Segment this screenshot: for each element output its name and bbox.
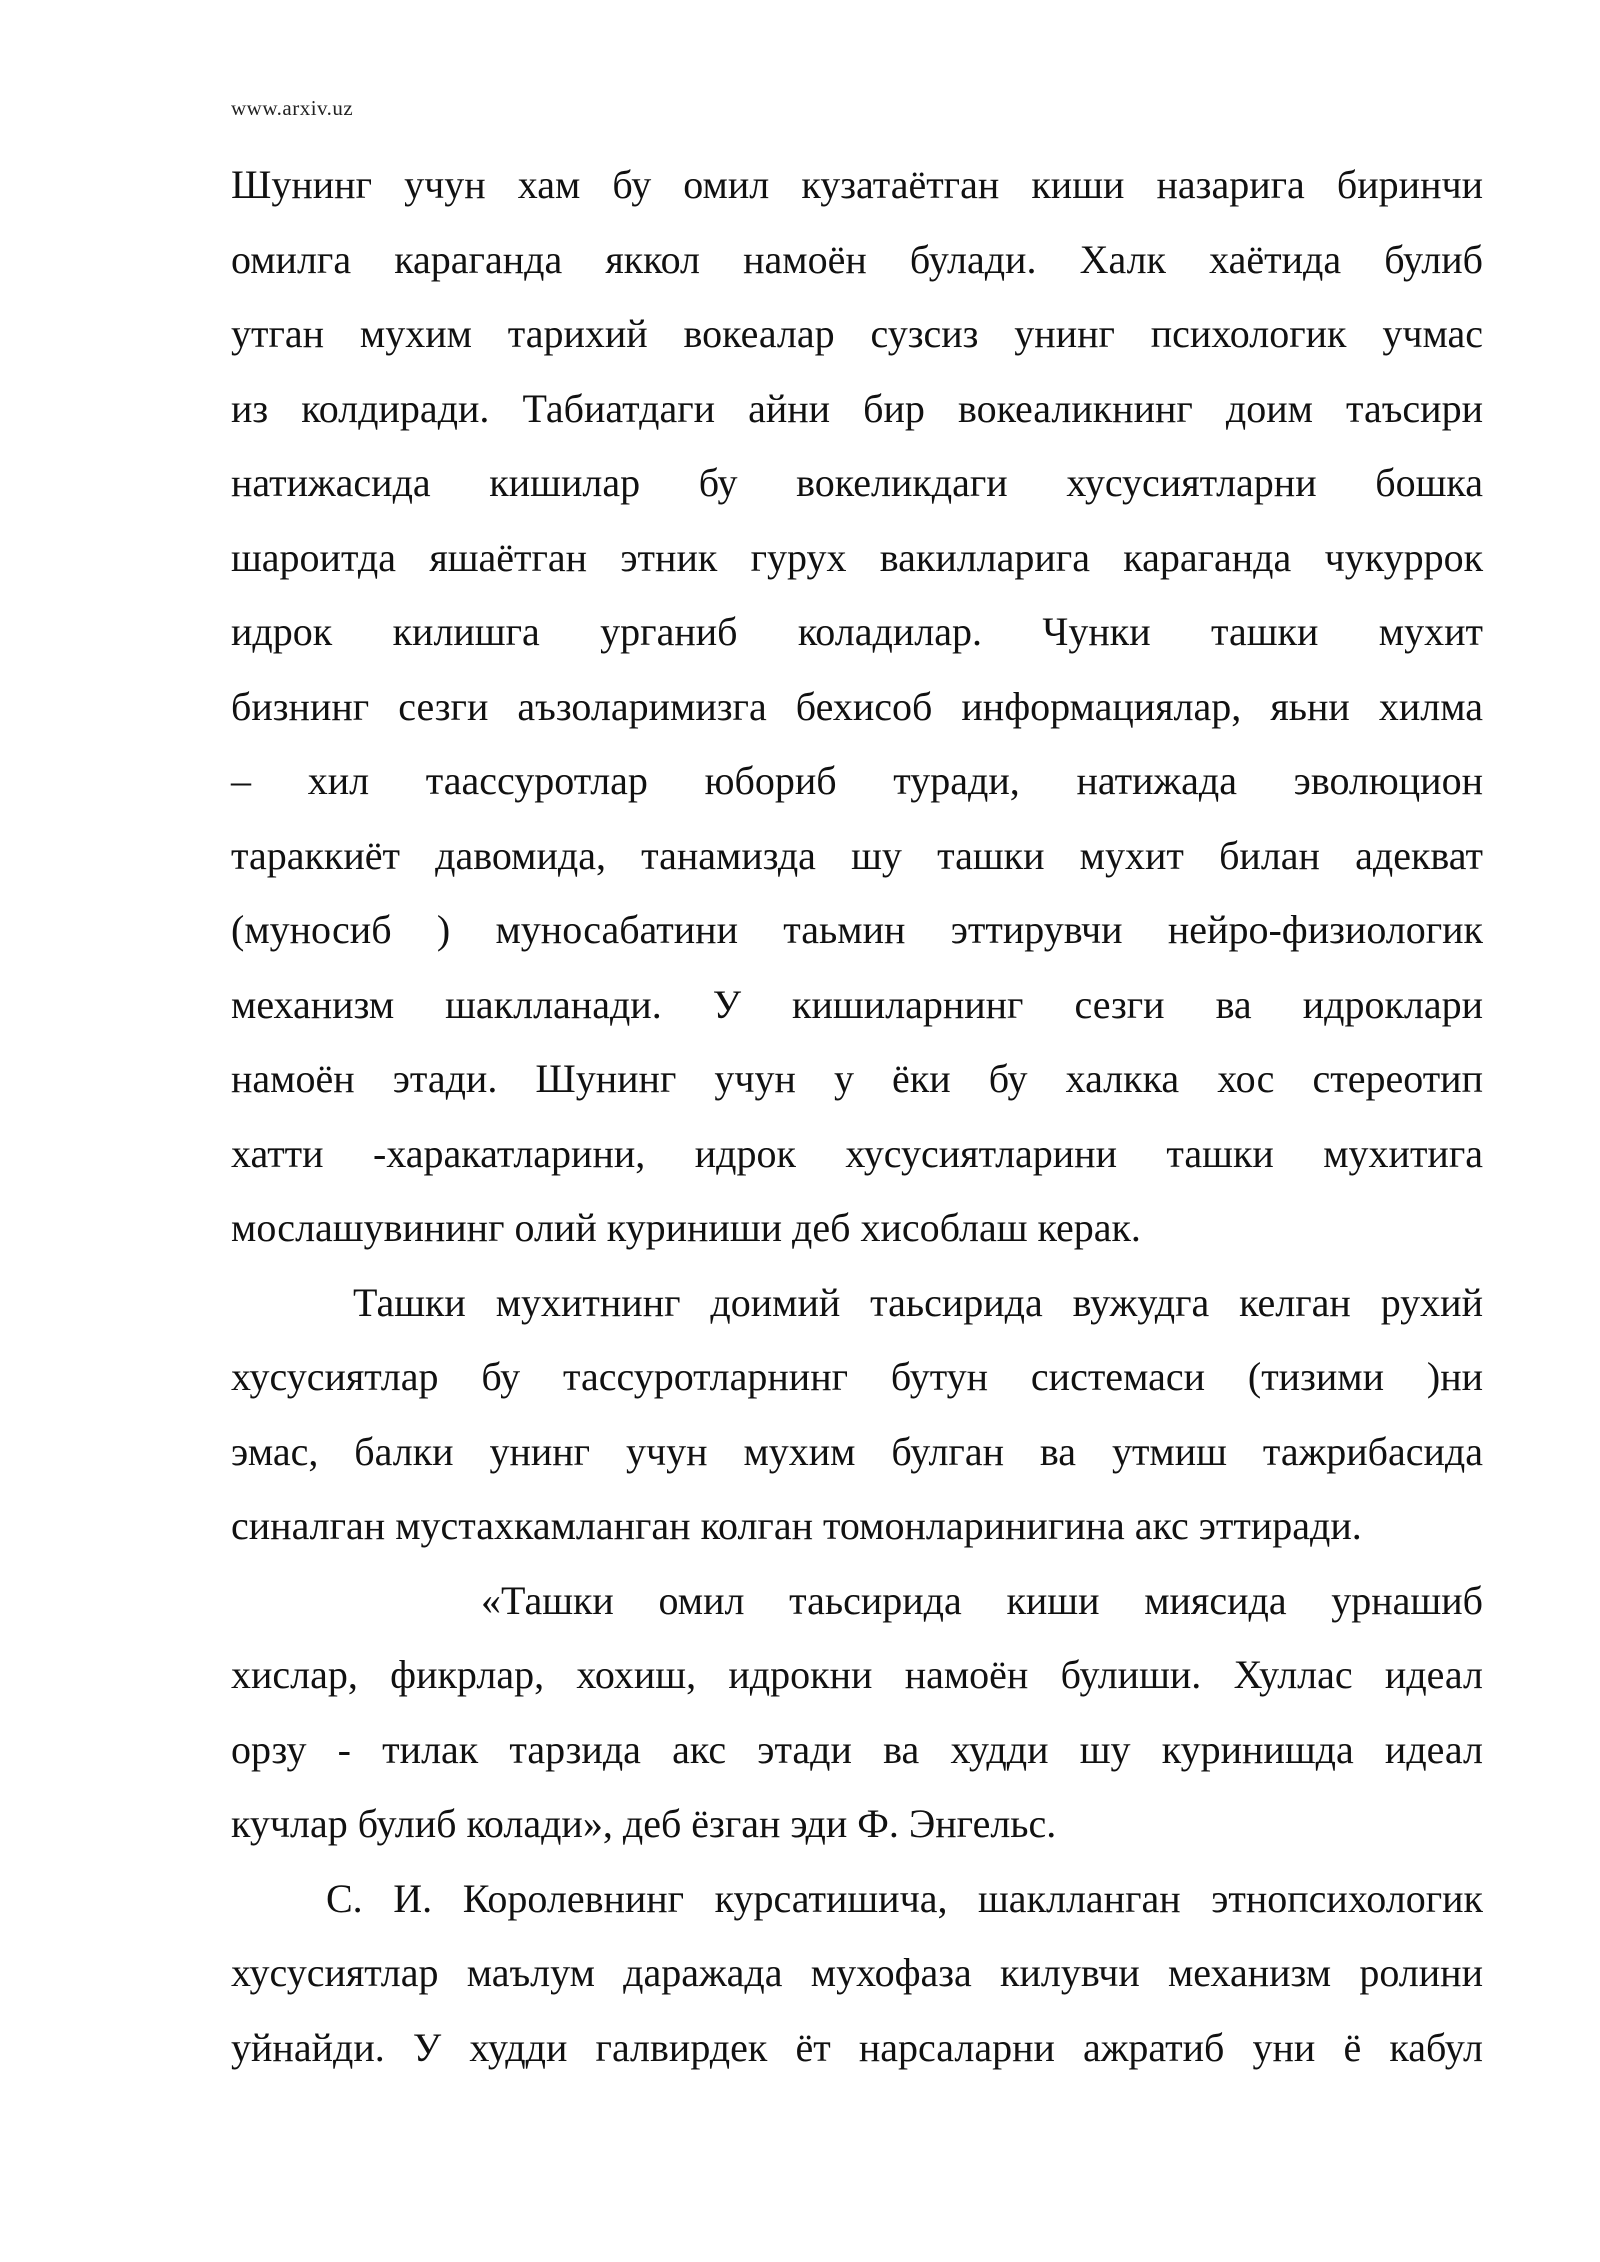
text-line: механизм шаклланади. У кишиларнинг сезги ва идроклари [231,981,1483,1027]
text-line: хислар, фикрлар, хохиш, идрокни намоён булиши. Хуллас идеал [231,1652,1483,1697]
text-line: кучлар булиб колади», деб ёзган эди Ф. Энгельс. [231,1801,1057,1846]
document-body [231,148,1483,2085]
text-line: С. И. Королевнинг курсатишича, шаклланган этнопсихологик [326,1875,1483,1921]
text-line: идрок килишга урганиб коладилар. Чунки ташки мухит [231,609,1483,654]
text-line: шароитда яшаётган этник гурух вакилларига караганда чукуррок [231,534,1483,580]
text-line: (муносиб ) муносабатини таьмин эттирувчи нейро-физиологик [231,907,1483,952]
text-line: Шунинг учун хам бу омил кузатаётган киши назарига биринчи [231,162,1483,207]
text-line: хатти -харакатларини, идрок хусусиятларини ташки мухитига [231,1130,1483,1176]
text-line: утган мухим тарихий вокеалар сузсиз унинг психологик учмас [231,311,1483,356]
text-line: омилга караганда яккол намоён булади. Халк хаётида булиб [231,236,1483,282]
text-line: намоён этади. Шунинг учун у ёки бу халкка хос стереотип [231,1056,1483,1101]
text-line: уйнайди. У худди галвирдек ёт нарсаларни ажратиб уни ё кабул [231,2024,1483,2070]
text-line: бизнинг сезги аъзоларимизга бехисоб информациялар, яьни хилма [231,683,1483,729]
text-line: Ташки мухитнинг доимий таьсирида вужудга келган рухий [353,1279,1483,1325]
text-line: хусусиятлар бу тассуротларнинг бутун системаси (тизими )ни [231,1354,1483,1399]
text-line: – хил таассуротлар юбориб туради, натижада эволюцион [231,758,1483,803]
text-line: из колдиради. Табиатдаги айни бир вокеаликнинг доим таъсири [231,385,1483,431]
site-url[interactable]: www.arxiv.uz [231,96,354,120]
text-line: орзу - тилак тарзида акс этади ва худди шу куринишда идеал [231,1726,1483,1772]
text-line: хусусиятлар маълум даражада мухофаза килувчи механизм ролини [231,1950,1483,1995]
text-line: натижасида кишилар бу вокеликдаги хусусиятларни бошка [231,460,1483,505]
text-line: тараккиёт давомида, танамизда шу ташки мухит билан адекват [231,832,1483,878]
text-line: эмас, балки унинг учун мухим булган ва утмиш тажрибасида [231,1428,1483,1474]
text-line: мослашувининг олий куриниши деб хисоблаш керак. [231,1205,1141,1250]
text-line: «Ташки омил таьсирида киши миясида урнашиб [481,1577,1483,1623]
text-line: синалган мустахкамланган колган томонларинигина акс эттиради. [231,1503,1362,1548]
